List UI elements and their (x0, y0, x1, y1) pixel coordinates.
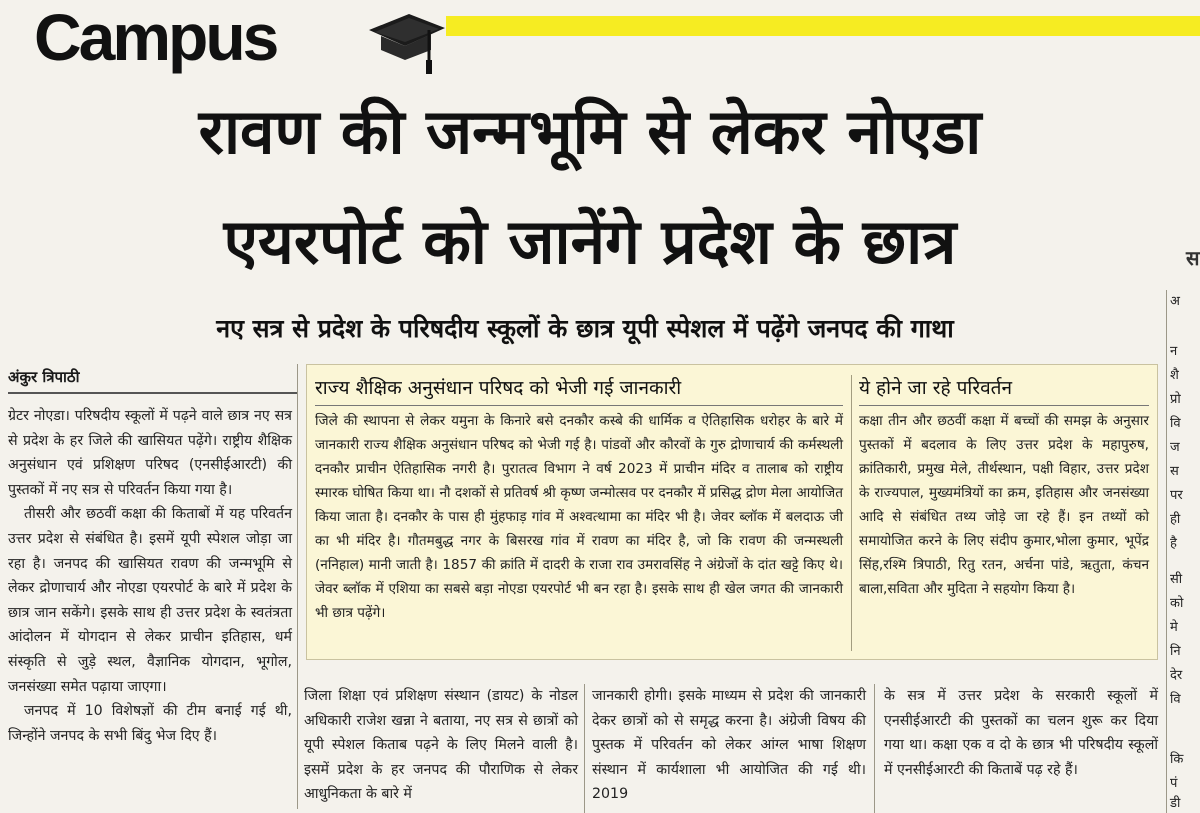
article-column-2 (304, 684, 578, 807)
column-divider (297, 364, 298, 809)
column-divider (584, 684, 585, 813)
paragraph: जिला शिक्षा एवं प्रशिक्षण संस्थान (डायट) के नोडल अधिकारी राजेश खन्ना ने बताया, नए सत्र से छात्रों को यूपी स्पेशल किताब पढ़ने के लिए मिलने वाली है। इसमें प्रदेश के हर जनपद की पौराणिक से लेकर आधुनिकता के बारे में (304, 688, 578, 803)
headline-line-1: रावण की जन्मभूमि से लेकर नोएडा (198, 95, 982, 168)
fragment-line: पं (1170, 776, 1178, 791)
fragment-line: डी (1170, 796, 1181, 811)
fragment-line: ही (1170, 512, 1181, 527)
edge-headline-fragment: स (1186, 246, 1200, 270)
box-left-text: जिले की स्थापना से लेकर यमुना के किनारे बसे दनकौर कस्बे की धार्मिक व ऐतिहासिक धरोहर के बारे में जानकारी राज्य शैक्षिक अनुसंधान परिषद को भेजी गई है। पांडवों और कौरवों के गुरु द्रोणाचार्य की कर्मस्थली दनकौर प्राचीन ऐतिहासिक नगरी है। पुरातत्व विभाग ने वर्ष 2023 में प्राचीन मंदिर व तालाब को राष्ट्रीय स्मारक घोषित किया था। नौ दशकों से प्रतिवर्ष श्री कृष्ण जन्मोत्सव पर दनकौर में प्रसिद्ध द्रोण मेला आयोजित किया जाता है। दनकौर के पास ही मुंहफाड़ गांव में अश्वत्थामा का मंदिर भी है। जेवर ब्लॉक में बलदाऊ जी का भी मंदिर है। गौतमबुद्ध नगर के बिसरख गांव में रावण का मंदिर है, जो कि रावण की जन्मस्थली (ननिहाल) मानी जाती है। 1857 की क्रांति में दादरी के राजा राव उमरावसिंह ने अंग्रेजों के दांत खट्टे किए थे। जेवर ब्लॉक में एशिया का सबसे बड़ा नोएडा एयरपोर्ट भी बन रहा है। इसके साथ ही खेल जगत की जानकारी भी छात्र पढ़ेंगे। (315, 413, 843, 621)
box-divider (851, 375, 852, 651)
box-left-title-rule (315, 405, 843, 406)
article-column-4 (884, 684, 1158, 782)
headline-line-2: एयरपोर्ट को जानेंगे प्रदेश के छात्र (223, 205, 957, 278)
fragment-line: मे (1170, 620, 1178, 635)
box-left-title: राज्य शैक्षिक अनुसंधान परिषद को भेजी गई जानकारी (315, 377, 682, 399)
subheadline: नए सत्र से प्रदेश के परिषदीय स्कूलों के छात्र यूपी स्पेशल में पढ़ेंगे जनपद की गाथा (216, 314, 954, 343)
paragraph: के सत्र में उत्तर प्रदेश के सरकारी स्कूलों में एनसीईआरटी की पुस्तकों का चलन शुरू कर दिया गया था। कक्षा एक व दो के छात्र भी परिषदीय स्कूलों में एनसीईआरटी की किताबें पढ़ रहे हैं। (884, 688, 1158, 778)
fragment-line: अ (1170, 294, 1180, 309)
column-divider (874, 684, 875, 813)
fragment-line: कि (1170, 752, 1184, 767)
paragraph: जनपद में 10 विशेषज्ञों की टीम बनाई गई थी, जिन्होंने जनपद के सभी बिंदु भेज दिए हैं। (8, 703, 292, 744)
fragment-line: शै (1170, 368, 1179, 383)
article-column-1 (8, 404, 292, 748)
fragment-line: प्रो (1170, 392, 1181, 407)
fragment-line: पर (1170, 488, 1183, 503)
fragment-line: सी (1170, 572, 1183, 587)
fragment-line: है (1170, 536, 1177, 551)
masthead (0, 0, 1200, 78)
graduation-cap-icon (365, 6, 447, 78)
accent-bar (446, 16, 1200, 36)
fragment-line: देर (1170, 668, 1183, 683)
fragment-line: को (1170, 596, 1184, 611)
fragment-line: न (1170, 344, 1178, 359)
byline: अंकुर त्रिपाठी (8, 368, 80, 386)
fragment-line: स (1170, 464, 1179, 479)
box-right-text: कक्षा तीन और छठवीं कक्षा में बच्चों की समझ के अनुसार पुस्तकों में बदलाव के लिए उत्तर प्रदेश के महापुरुष, क्रांतिकारी, प्रमुख मेले, तीर्थस्थान, पक्षी विहार, उत्तर प्रदेश के राज्यपाल, मुख्यमंत्रियों का क्रम, इतिहास और जनसंख्या आदि से संबंधित तथ्य जोड़े जा रहे हैं। इन तथ्यों को समायोजित करने के लिए संदीप कुमार,भोला कुमार, भूपेंद्र सिंह,रश्मि त्रिपाठी, रितु रतन, अर्चना पांडे, ऋतुता, कंचन बाला,सविता और मुदिता ने सहयोग किया है। (859, 413, 1149, 597)
box-right-title-rule (859, 405, 1149, 406)
column-divider (1166, 290, 1167, 813)
paragraph: जानकारी होगी। इसके माध्यम से प्रदेश की जानकारी देकर छात्रों को से समृद्ध करना है। अंग्रेजी विषय की पुस्तक में परिवर्तन को लेकर आंग्ल भाषा शिक्षण संस्थान में कार्यशाला भी आयोजित की गई थी। 2019 (592, 688, 866, 803)
info-box (306, 364, 1158, 660)
fragment-line: ज (1170, 440, 1180, 455)
paragraph: ग्रेटर नोएडा। परिषदीय स्कूलों में पढ़ने वाले छात्र नए सत्र से प्रदेश के हर जिले की खासियत पढ़ेंगे। राष्ट्रीय शैक्षिक अनुसंधान एवं प्रशिक्षण परिषद (एनसीईआरटी) की पुस्तकों में नए सत्र से परिवर्तन किया गया है। (8, 408, 292, 498)
box-right-title: ये होने जा रहे परिवर्तन (859, 377, 1013, 399)
paragraph: तीसरी और छठवीं कक्षा की किताबों में यह परिवर्तन उत्तर प्रदेश से संबंधित है। इसमें यूपी स्पेशल जोड़ा जा रहा है। जनपद की खासियत रावण की जन्मभूमि से लेकर द्रोणाचार्य और नोएडा एयरपोर्ट के बारे में प्रदेश के छात्र जान सकेंगे। इसके साथ ही उत्तर प्रदेश के स्वतंत्रता आंदोलन में योगदान से लेकर प्राचीन इतिहास, धर्म संस्कृति से जुड़े स्थल, वैज्ञानिक योगदान, भूगोल, जनसंख्या समेत पढ़ाया जाएगा। (8, 506, 292, 695)
fragment-line: वि (1170, 692, 1181, 707)
byline-rule (8, 392, 298, 394)
brand-logo: Campus (34, 0, 277, 74)
fragment-line: वि (1170, 416, 1181, 431)
article-column-3 (592, 684, 866, 807)
fragment-line: नि (1170, 644, 1181, 659)
adjacent-article-fragment (1170, 0, 1200, 813)
